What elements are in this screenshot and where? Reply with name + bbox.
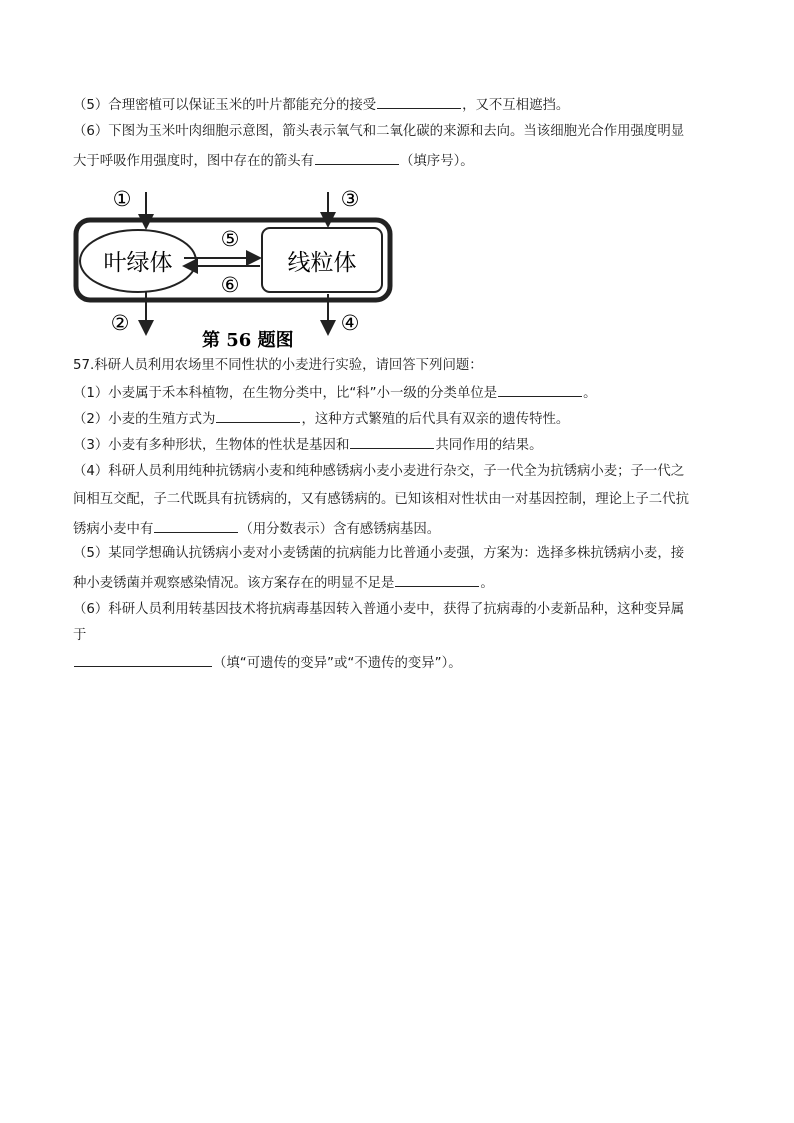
- q57-part5-line2: [73, 572, 494, 594]
- q57-part4-tail: （用分数表示）含有感锈病基因。: [239, 522, 441, 537]
- q57-part3-tail: 共同作用的结果。: [435, 438, 543, 453]
- answer-blank[interactable]: [74, 652, 212, 667]
- q57-part4-line3: [73, 518, 440, 540]
- label-1: ①: [112, 187, 132, 211]
- q57-part6-line3: [73, 652, 462, 674]
- q57-part3: [73, 434, 542, 456]
- label-2: ②: [110, 311, 130, 335]
- q57-part6-tail: （填“可遗传的变异”或“不遗传的变异”）。: [213, 656, 462, 671]
- q56-part6-text: 大于呼吸作用强度时，图中存在的箭头有: [73, 154, 315, 169]
- q57-part1: [73, 382, 597, 404]
- q57-part3-text: （3）小麦有多种形状，生物体的性状是基因和: [73, 438, 350, 453]
- q56-part6-line1: （6）下图为玉米叶肉细胞示意图，箭头表示氧气和二氧化碳的来源和去向。当该细胞光合作用强度明显: [73, 124, 685, 139]
- q57-part1-tail: 。: [583, 386, 597, 401]
- answer-blank[interactable]: [315, 150, 399, 165]
- q57-part6-line2: 于: [73, 628, 87, 643]
- label-3: ③: [340, 187, 360, 211]
- label-5: ⑤: [220, 227, 240, 251]
- q57-part2: [73, 408, 569, 430]
- answer-blank[interactable]: [377, 94, 461, 109]
- q56-part6-tail: （填序号）。: [400, 154, 474, 169]
- q56-part6-line2: [73, 150, 474, 172]
- chloroplast-label: 叶绿体: [103, 250, 173, 276]
- answer-blank[interactable]: [350, 434, 434, 449]
- cell-diagram-figure: [72, 184, 402, 352]
- q57-part5-line1: （5）某同学想确认抗锈病小麦对小麦锈菌的抗病能力比普通小麦强，方案为：选择多株抗锈病小麦，接: [73, 546, 685, 561]
- answer-blank[interactable]: [216, 408, 300, 423]
- q57-part5-text: 种小麦锈菌并观察感染情况。该方案存在的明显不足是: [73, 576, 395, 591]
- q57-part6-line1: （6）科研人员利用转基因技术将抗病毒基因转入普通小麦中，获得了抗病毒的小麦新品种，这种变异属: [73, 602, 685, 617]
- mitochondrion-label: 线粒体: [287, 250, 357, 276]
- q57-part1-text: （1）小麦属于禾本科植物，在生物分类中，比“科”小一级的分类单位是: [73, 386, 498, 401]
- q57-part2-text: （2）小麦的生殖方式为: [73, 412, 216, 427]
- q56-part5: [73, 94, 569, 116]
- label-6: ⑥: [220, 273, 240, 297]
- q57-part2-tail: ，这种方式繁殖的后代具有双亲的遗传特性。: [301, 412, 570, 427]
- q56-part5-tail: ，又不互相遮挡。: [462, 98, 570, 113]
- q57-part5-tail: 。: [480, 576, 494, 591]
- q57-part4-line2: 间相互交配，子二代既具有抗锈病的，又有感锈病的。已知该相对性状由一对基因控制，理论上子二代抗: [73, 492, 689, 507]
- answer-blank[interactable]: [154, 518, 238, 533]
- q57-part4-text: 锈病小麦中有: [73, 522, 154, 537]
- cell-diagram: [72, 184, 402, 352]
- q56-part5-text: （5）合理密植可以保证玉米的叶片都能充分的接受: [73, 98, 377, 113]
- answer-blank[interactable]: [498, 382, 582, 397]
- answer-blank[interactable]: [395, 572, 479, 587]
- label-4: ④: [340, 311, 360, 335]
- q57-part4-line1: （4）科研人员利用纯种抗锈病小麦和纯种感锈病小麦小麦进行杂交，子一代全为抗锈病小麦；子一代之: [73, 464, 685, 479]
- figure-caption: 第 56 题图: [202, 330, 294, 351]
- q57-stem: 57.科研人员利用农场里不同性状的小麦进行实验，请回答下列问题：: [73, 358, 483, 373]
